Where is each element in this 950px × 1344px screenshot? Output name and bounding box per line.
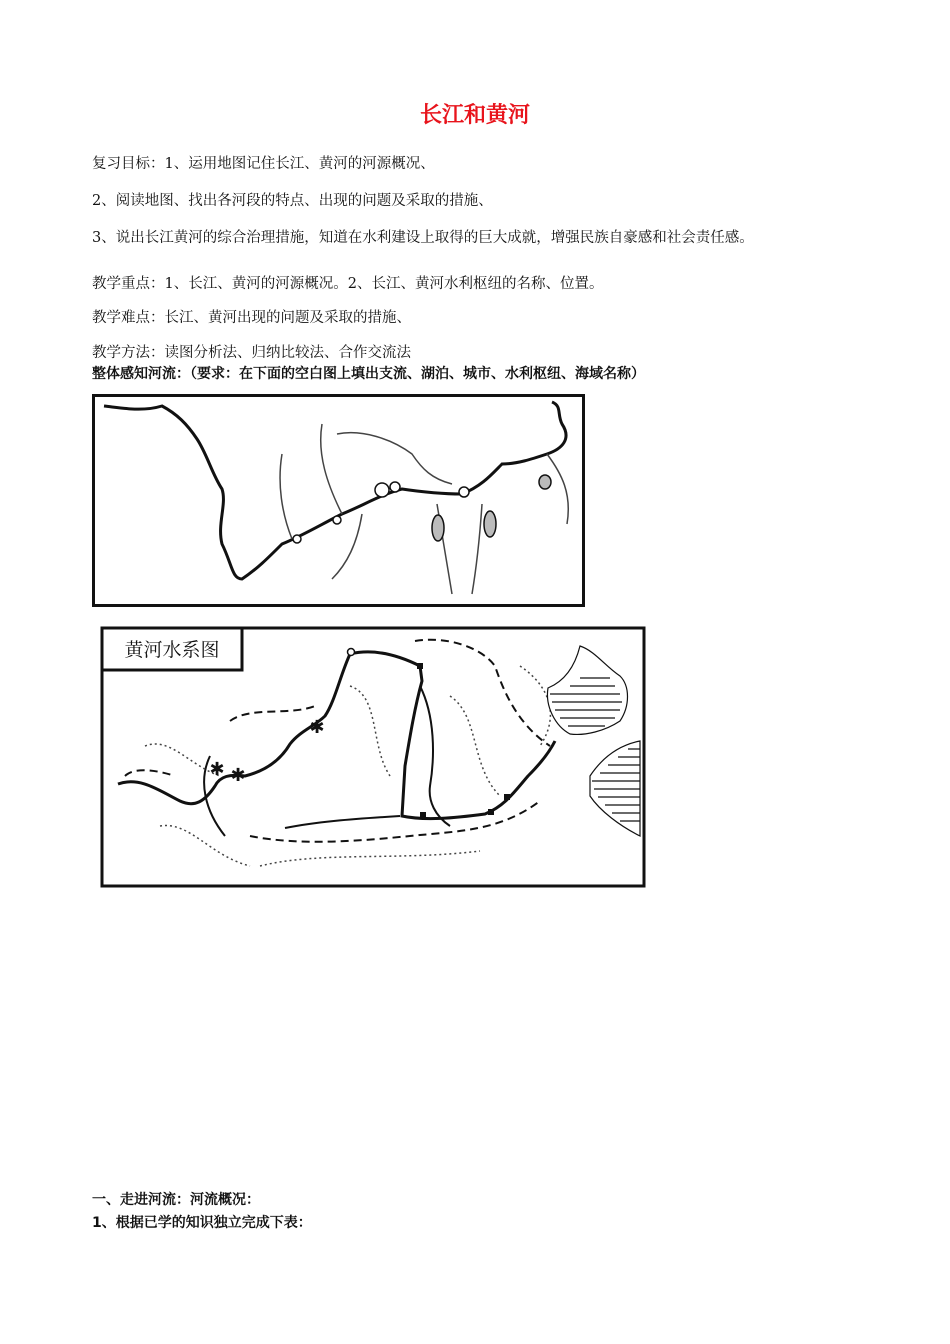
- task-instruction: 整体感知河流：（要求：在下面的空白图上填出支流、湖泊、城市、水利枢纽、海域名称）: [92, 366, 645, 382]
- map-label: 黄河水系图: [124, 639, 220, 661]
- svg-text:✱: ✱: [309, 717, 325, 738]
- methods: 教学方法：读图分析法、归纳比较法、合作交流法: [92, 345, 411, 361]
- yellow-river-map: [100, 626, 646, 888]
- section-1-task: 1、根据已学的知识独立完成下表：: [92, 1215, 312, 1231]
- review-goal-2: 2、阅读地图、找出各河段的特点、出现的问题及采取的措施、: [92, 193, 493, 209]
- yangtze-river-map: [92, 394, 586, 608]
- key-points: 教学重点：1、长江、黄河的河源概况。2、长江、黄河水利枢纽的名称、位置。: [92, 276, 604, 292]
- review-goal-1: 复习目标：1、运用地图记住长江、黄河的河源概况、: [92, 156, 435, 172]
- svg-text:✱: ✱: [230, 765, 246, 786]
- review-goal-3: 3、说出长江黄河的综合治理措施，知道在水利建设上取得的巨大成就，增强民族自豪感和社会责任感。: [92, 230, 754, 246]
- section-1-heading: 一、走进河流：河流概况：: [92, 1192, 260, 1208]
- page-title: 长江和黄河: [419, 103, 530, 128]
- svg-text:✱: ✱: [209, 759, 225, 780]
- difficulties: 教学难点：长江、黄河出现的问题及采取的措施、: [92, 310, 411, 326]
